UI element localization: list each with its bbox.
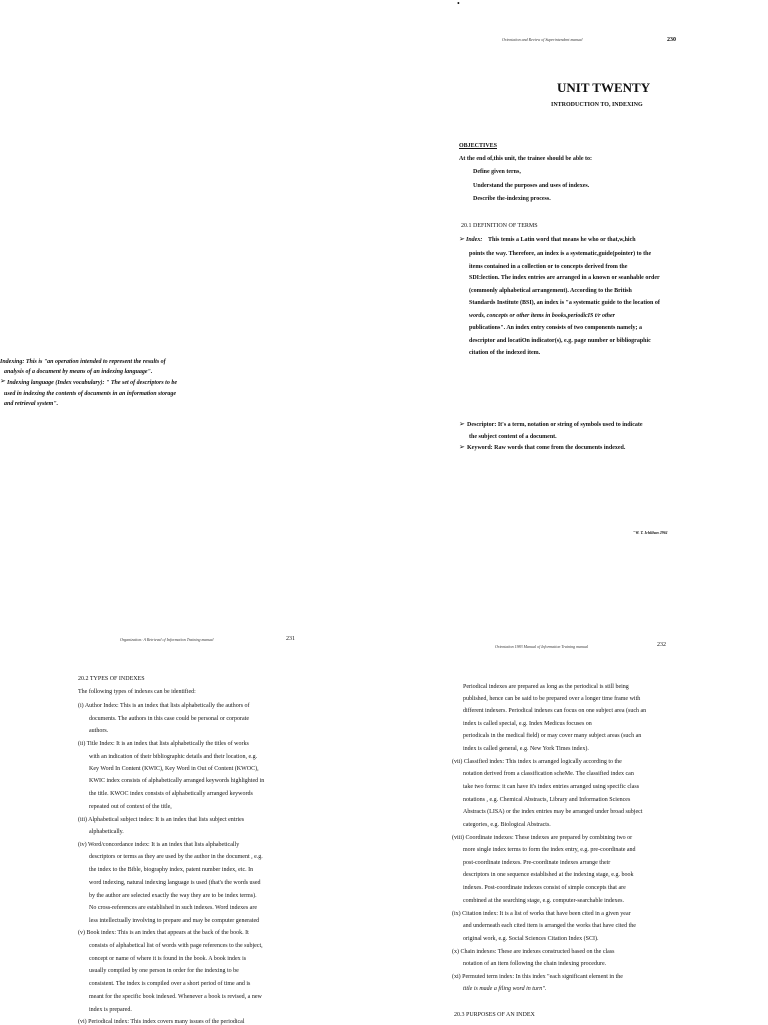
running-header: Orientation and Review of Superintendent manual: [502, 37, 583, 42]
objectives-heading: OBJECTIVES: [459, 143, 498, 149]
body-line: title is made a filing word in turn".: [463, 986, 547, 992]
body-line: (x) Chain indexes: These are indexes constructed based on the class: [452, 949, 615, 955]
body-line: meant for the specific book indexed. Whenever a book is revised, a new: [89, 994, 262, 1000]
body-line: the title. KWOC index consists of alphabetically arranged keywords: [89, 791, 253, 797]
body-line: the index to the Bible, biography index, patent number index, etc. In: [89, 867, 254, 873]
body-line: periodicals in the medical field) or may cover many subject areas (such an: [463, 733, 642, 739]
body-line: KWIC index consists of alphabetically arranged keywords highlighted in: [89, 778, 265, 784]
body-line: (ii) Title Index: It is an index that lists alphabetically the titles of works: [78, 741, 249, 747]
section-heading-20-2: 20.2 TYPES OF INDEXES: [78, 676, 145, 682]
descriptor-definition-line: Descriptor: It's a term, notation or string of symbols used to indicate: [467, 422, 643, 428]
descriptor-definition-line: the subject content of a document.: [469, 434, 557, 440]
body-line: more single index terms to form the index entry, e.g. pre-coordinate and: [463, 847, 636, 853]
body-line: and underneath each cited item is arranged the works that have cited the: [463, 923, 636, 929]
objectives-intro: At the end of,this unit, the trainee should be able to:: [459, 156, 593, 162]
index-definition-line: This temis a Latin word that means he who or that,w,hich: [488, 237, 636, 243]
indexing-language-line: and retrieval system".: [4, 401, 59, 407]
index-definition-line: points the way. Therefore, an index is a systematic,guide(pointer) to the: [469, 251, 652, 257]
body-line: combined at the searching stage, e.g. computer-searchable indexes.: [463, 898, 624, 904]
body-line: notation of an item following the chain indexing procedure.: [463, 961, 607, 967]
body-line: (ix) Citation index: It is a list of works that have been cited in a given year: [452, 911, 631, 917]
body-line: index is called general, e.g. New York Times index).: [463, 746, 589, 752]
body-line: word indexing, natural indexing language is used (that's the words used: [89, 880, 261, 886]
body-line: The following types of indexes can be identified:: [78, 689, 196, 695]
body-line: original work, e.g. Social Sciences Citation Index (SCI).: [463, 936, 599, 942]
body-line: alphabetically.: [89, 829, 124, 835]
body-line: post-coordinate indexes. Pre-coordinate indexes arrange their: [463, 860, 611, 866]
body-line: notations , e.g. Chemical Abstracts, Library and Information Sciences: [463, 797, 631, 803]
body-line: (xi) Permuted term index: In this index "each significant element in the: [452, 974, 623, 980]
body-line: different indexers. Periodical indexes can focus on one subject area (such an: [463, 708, 647, 714]
body-line: descriptors or terms as they are used by the author in the document , e.g.: [89, 854, 263, 860]
body-line: take two forms: it can have it's index entries arranged using specific class: [463, 784, 640, 790]
index-definition-line: (commonly alphabetical arrangement). According to the British: [469, 288, 632, 294]
index-definition-line: publications". An index entry consists of two components namely; a: [469, 325, 643, 331]
index-definition-line: words, concepts or other items in books,periodicIS t/r other: [469, 313, 616, 319]
body-line: (viii) Coordinate indexes: These indexes are prepared by combining two or: [452, 835, 633, 841]
unit-title: UNIT TWENTY: [557, 80, 651, 95]
arrow-bullet-icon: ➢: [0, 377, 6, 385]
body-line: by the author are selected exactly the way they are to be index terms).: [89, 893, 257, 899]
indexing-definition-line: analysis of a document by means of an indexing language".: [4, 369, 153, 375]
body-line: Periodical indexes are prepared as long as the periodical is still being: [463, 684, 629, 690]
arrow-bullet-icon: ➢: [459, 420, 465, 428]
body-line: descriptors in one sequence established at the indexing stage, e.g. book: [463, 872, 634, 878]
body-line: authors.: [89, 728, 109, 734]
body-line: documents. The authors in this case could be personal or corporate: [89, 716, 250, 722]
body-line: Key Word In Content (KWIC), Key Word in Out of Content (KWOC),: [89, 766, 259, 772]
index-definition-line: Standards Institute (BSI), an index is "a systematic guide to the location of: [469, 300, 660, 306]
body-line: No cross-references are established in such indexes. Word indexes are: [89, 905, 258, 911]
objective-item: Describe the-indexing process.: [473, 196, 551, 202]
index-term-label: Index:: [466, 237, 483, 243]
body-line: index is called special, e.g. Index Medicus focuses on: [463, 721, 592, 727]
arrow-bullet-icon: ➢: [459, 443, 465, 451]
index-definition-line: SDI:lection. The index entries are arranged in a known or seanhable order: [469, 275, 660, 281]
arrow-bullet-icon: ➢: [459, 235, 465, 243]
body-line: consists of alphabetical list of words with page references to the subject,: [89, 943, 263, 949]
indexing-definition-line: Indexing: This is "an operation intended to represent the results of: [0, 359, 166, 365]
page-number: 230: [667, 37, 676, 43]
body-line: (v) Book index: This is an index that appears at the back of the book. It: [78, 930, 249, 936]
body-line: concept or name of where it is found in the book. A book index is: [89, 956, 247, 962]
page-number: 232: [657, 642, 666, 648]
section-heading-20-1: 20.1 DEFINITION OF TERMS: [461, 223, 538, 229]
index-definition-line: citation of the indexed item.: [469, 350, 541, 356]
body-line: less intellectually involving to prepare and may be computer generated: [89, 918, 260, 924]
page-number: 231: [286, 636, 295, 642]
objective-item: Understand the purposes and uses of indexes.: [473, 183, 590, 189]
footnote: "W. T. Ichlihan 2961: [633, 530, 668, 535]
body-line: published, hence can be said to be prepared over a longer time frame with: [463, 696, 641, 702]
indexing-language-line: used in indexing the contents of documents in an information storage: [4, 391, 177, 397]
body-line: categories, e.g. Biological Abstracts.: [463, 822, 551, 828]
indexing-language-line: Indexing language (Index vocabulary): " The set of descriptors to be: [7, 380, 177, 386]
body-line: indexes. Post-coordinate indexes consist of simple concepts that are: [463, 885, 626, 891]
body-line: Abstracts (LISA) or the index entries may be arranged under broad subject: [463, 809, 643, 815]
body-line: (iv) Word/concordance index: It is an index that lists alphabetically: [78, 842, 240, 848]
body-line: (vii) Classified index: This index is arranged logically according to the: [452, 759, 622, 765]
objective-item: Define given terns,: [473, 169, 521, 175]
running-header: Orientation 1983 Manual of Information Training manual: [495, 644, 589, 649]
body-line: consistent. The index is compiled over a short period of time and is: [89, 981, 251, 987]
index-definition-line: descriptor and locatiOn indicator(s), e.g. page number or bibliographic: [469, 338, 651, 344]
keyword-definition-line: Keyword: Raw words that come from the documents indexed.: [467, 445, 626, 451]
body-line: usually compiled by one person in order for the indexing to be: [89, 968, 239, 974]
body-line: notation derived from a classification scheMe. The classified index can: [463, 771, 634, 777]
unit-subtitle: INTRODUCTION TO, INDEXING: [551, 102, 643, 108]
running-header: Organization: A Retrieval of Information Training manual: [120, 637, 214, 642]
index-definition-line: items contained in a collection or to concepts derived from the: [469, 264, 628, 270]
body-line: repeated out of context of the title,: [89, 804, 172, 810]
body-line: (vi) Periodical index: This index covers many issues of the periodical: [78, 1019, 245, 1025]
body-line: index is prepared.: [89, 1007, 132, 1013]
section-heading-20-3: 20.3 PURPOSES OF AN INDEX: [454, 1012, 535, 1018]
body-line: (i) Author Index: This is an index that lists alphabetically the authors of: [78, 703, 250, 709]
stray-dot: •: [457, 0, 460, 8]
body-line: with an indication of their bibliographic details and their location, e.g.: [89, 754, 258, 760]
body-line: (iii) Alphabetical subject index: It is an index that lists subject entries: [78, 817, 245, 823]
